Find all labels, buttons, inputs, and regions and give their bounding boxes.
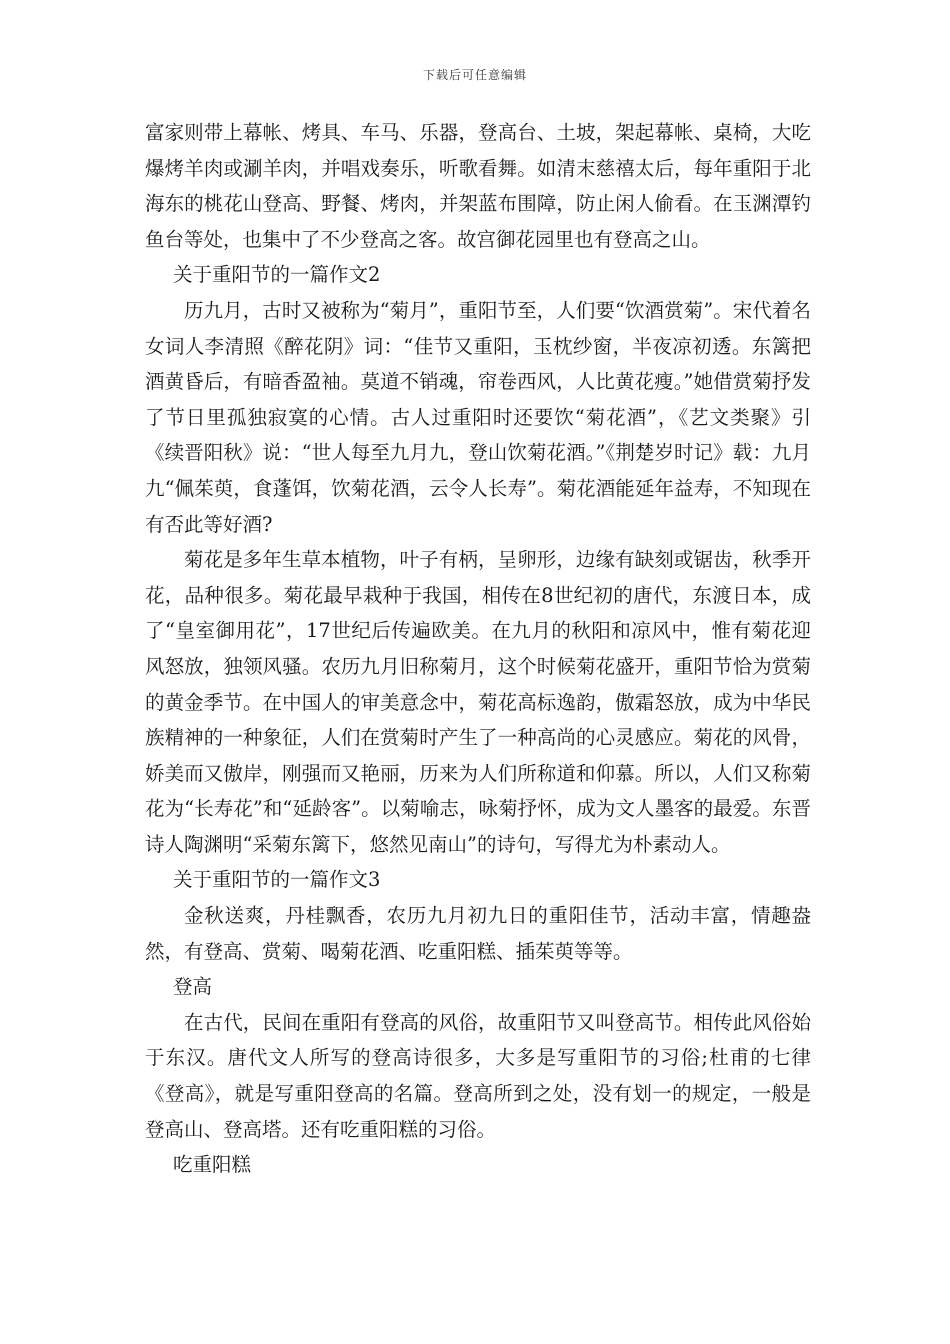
paragraph-autumn-activities: 金秋送爽，丹桂飘香，农历九月初九日的重阳佳节，活动丰富，情趣盎然，有登高、赏菊、喝菊花酒、吃重阳糕、插茱萸等等。 xyxy=(145,904,811,963)
paragraph-chrysanthemum-month: 历九月，古时又被称为“菊月”，重阳节至，人们要“饮酒赏菊”。宋代着名女词人李清照《醉花阴》词：“佳节又重阳，玉枕纱窗，半夜凉初透。东篱把酒黄昏后，有暗香盈袖。莫道不销魂，帘卷西风，人比黄花瘦。”她借赏菊抒发了节日里孤独寂寞的心情。古人过重阳时还要饮“菊花酒”，《艺文类聚》引《续晋阳秋》说：“世人每至九月九，登山饮菊花酒。”《荆楚岁时记》载：九月九“佩茱萸，食蓬饵，饮菊花酒，云令人长寿”。菊花酒能延年益寿，不知现在有否此等好酒? xyxy=(145,298,811,536)
paragraph-continuation: 富家则带上幕帐、烤具、车马、乐器，登高台、土坡，架起幕帐、桌椅，大吃爆烤羊肉或涮羊肉，并唱戏奏乐，听歌看舞。如清末慈禧太后，每年重阳于北海东的桃花山登高、野餐、烤肉，并架蓝布围障，防止闲人偷看。在玉渊潭钓鱼台等处，也集中了不少登高之客。故宫御花园里也有登高之山。 xyxy=(145,121,811,251)
article-body xyxy=(145,115,811,1183)
section-heading-3: 关于重阳节的一篇作文3 xyxy=(173,868,381,892)
paragraph-climbing: 在古代，民间在重阳有登高的风俗，故重阳节又叫登高节。相传此风俗始于东汉。唐代文人所写的登高诗很多，大多是写重阳节的习俗;杜甫的七律《登高》，就是写重阳登高的名篇。登高所到之处，没有划一的规定，一般是登高山、登高塔。还有吃重阳糕的习俗。 xyxy=(145,1010,811,1141)
section-heading-2: 关于重阳节的一篇作文2 xyxy=(173,263,381,287)
header-note: 下载后可任意编辑 xyxy=(422,68,527,82)
paragraph-chrysanthemum-flower: 菊花是多年生草本植物，叶子有柄，呈卵形，边缘有缺刻或锯齿，秋季开花，品种很多。菊花最早栽种于我国，相传在8世纪初的唐代，东渡日本，成了“皇室御用花”，17世纪后传遍欧美。在九月的秋阳和凉风中，惟有菊花迎风怒放，独领风骚。农历九月旧称菊月，这个时候菊花盛开，重阳节恰为赏菊的黄金季节。在中国人的审美意念中，菊花高标逸韵，傲霜怒放，成为中华民族精神的一种象征，人们在赏菊时产生了一种高尚的心灵感应。菊花的风骨，娇美而又傲岸，刚强而又艳丽，历来为人们所称道和仰慕。所以，人们又称菊花为“长寿花”和“延龄客”。以菊喻志，咏菊抒怀，成为文人墨客的最爱。东晋诗人陶渊明“采菊东篱下，悠然见南山”的诗句，写得尤为朴素动人。 xyxy=(145,548,811,856)
subheading-climbing: 登高 xyxy=(173,975,213,999)
subheading-cake: 吃重阳糕 xyxy=(173,1153,252,1177)
